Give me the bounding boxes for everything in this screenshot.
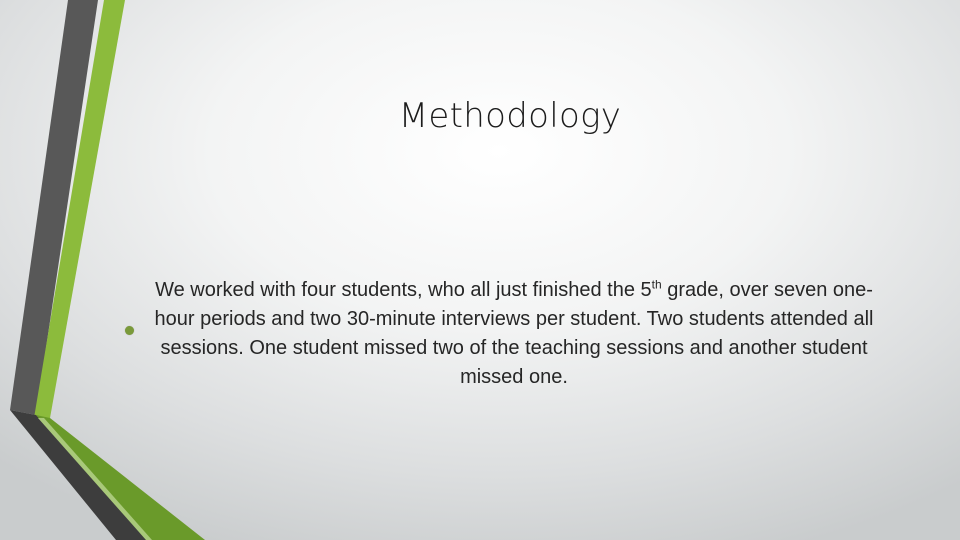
body-text-superscript: th — [651, 277, 662, 292]
slide-title: Methodology — [398, 96, 622, 136]
body-text-part1: We worked with four students, who all just finished the 5 — [155, 279, 652, 301]
body-text-part2: grade, over seven one-hour periods and two 30-minute interviews per student. Two students attended all sessions. One student missed two of the teaching sessions and another student missed one. — [154, 279, 874, 388]
light-diagonal-line — [38, 418, 152, 540]
body-text — [136, 276, 892, 392]
bullet-icon — [125, 326, 134, 335]
